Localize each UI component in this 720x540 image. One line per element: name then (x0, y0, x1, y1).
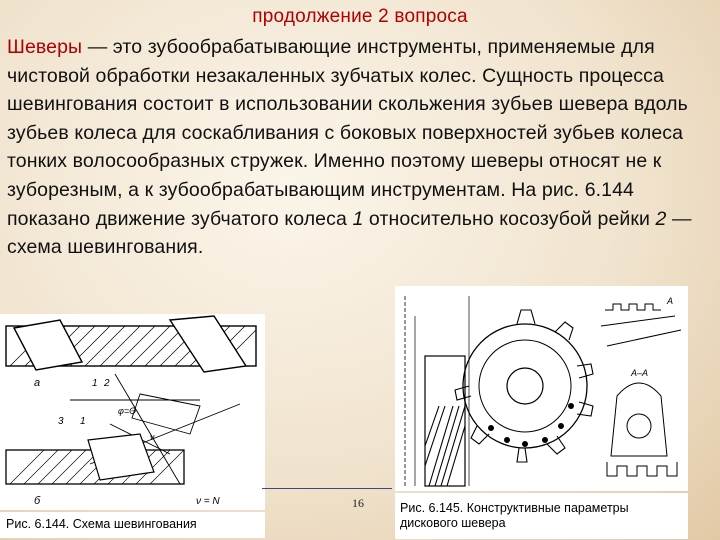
text-part-2: относительно косозубой рейки (363, 207, 656, 230)
italic-number-2: 2 (655, 207, 667, 230)
label-n: ν = N (196, 496, 220, 507)
slide-heading: продолжение 2 вопроса (252, 6, 468, 27)
label-vsk: ν (150, 432, 155, 442)
figure-disc-shaver (395, 286, 688, 491)
caption-right: Рис. 6.145. Конструктивные параметры дискового шевера (395, 493, 688, 539)
text-part-1: — это зубообрабатывающие инструменты, применяемые для чистовой обработки незакаленных зубчатых колес. Сущность процесса шевингования состоит в использовании скольжения зубьев шевера вдоль зубьев колеса для соскабливания с боковых поверхностей зубьев колеса тонких волосообразных стружек. Именно поэтому шеверы относят не к зуборезным, а к зубообрабатывающим инструментам. На рис. 6.144 показано движение зубчатого колеса (7, 36, 688, 230)
label-1b: 1 (80, 416, 86, 427)
label-1: 1 (92, 378, 98, 389)
label-3: 3 (58, 416, 64, 427)
slide-body-text (7, 33, 707, 262)
label-aa: А–А (631, 368, 649, 378)
label-phi: φ=Θ (118, 406, 137, 416)
page-number: 16 (352, 496, 364, 510)
figure-shaving-scheme (0, 314, 265, 510)
term-shevers: Шеверы (7, 36, 83, 58)
italic-number-1: 1 (352, 207, 364, 230)
label-a: а (34, 377, 41, 389)
divider-line (262, 488, 392, 489)
text-part-3: — схема шевингования. (7, 207, 692, 259)
caption-left: Рис. 6.144. Схема шевингования (0, 512, 265, 538)
label-2: 2 (104, 378, 110, 389)
label-b: б (34, 495, 41, 507)
label-a-right: А (667, 296, 674, 306)
